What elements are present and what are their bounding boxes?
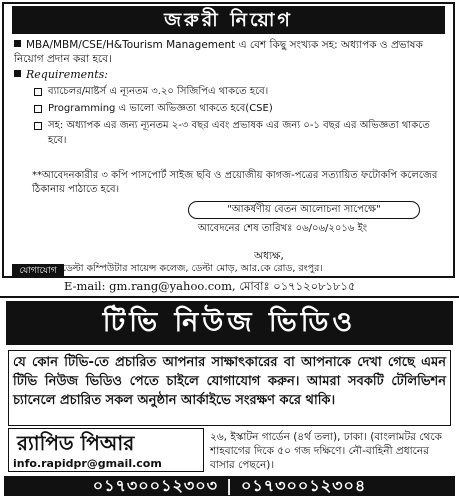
principal-signature: অধ্যক্ষ, xyxy=(254,250,284,262)
checkbox-square-icon xyxy=(34,105,42,113)
salary-note: "আকর্ষণীয় বেতন আলোচনা সাপেক্ষে" xyxy=(188,201,420,219)
application-deadline: আবেদনের শেষ তারিখঃ ০৬/০৬/২০১৬ ইং xyxy=(198,223,368,234)
separator: | xyxy=(226,476,233,495)
phone-numbers-bar xyxy=(4,476,455,496)
requirement-text: Programming এ ভালো অভিজ্ঞতা থাকতে হবে(CSE) xyxy=(48,103,273,114)
bullet-square-icon xyxy=(14,70,21,77)
contact-label: যোগাযোগ xyxy=(12,264,64,278)
requirements-label: Requirements: xyxy=(26,68,109,81)
requirement-item xyxy=(34,84,444,99)
requirement-text: সহ: অধ্যাপক এর জন্য ন্যূনতম ২-৩ বছর এবং প্রভাষক এর জন্য ০-১ বছর এর অভিজ্ঞতা থাকতে হবে। xyxy=(48,120,430,146)
tv-news-ad-body: যে কোন টিভি-তে প্রচারিত আপনার সাক্ষাৎকারের বা আপনাকে দেখা গেছে এমন টিভি নিউজ ভিডিও পেতে চাইলে যোগাযোগ করুন। আমরা সবকটি টেলিভিশন চ্যানেলে প্রচারিত সকল অনুষ্ঠান আর্কাইভে সংরক্ষণ করে থাকি। xyxy=(8,350,451,426)
brand-email: info.rapidpr@gmail.com xyxy=(13,457,162,470)
requirements-heading xyxy=(14,68,108,81)
job-ad-title: জরুরী নিয়োগ xyxy=(12,6,445,34)
job-ad-intro xyxy=(14,38,444,66)
brand-name: র‍্যাপিড পিআর xyxy=(17,431,135,455)
college-address: ডেল্টা কম্পিউটার সায়েন্স কলেজ, ডেল্টা মোড়, আর.কে রোড, রংপুর। xyxy=(62,263,323,274)
apply-instructions: **আবেদনকারীর ৩ কপি পাসপোর্ট সাইজ ছবি ও প্রয়োজীয় কাগজ-পত্রের সত্যায়িত ফটোকপি কলেজের ঠিকানায় পাঠাতে হবে। xyxy=(32,170,438,195)
contact-email-phone: E-mail: gm.rang@yahoo.com, মোবাঃ ০১৭১২০৮১৮১৫ xyxy=(64,279,356,293)
ad-divider xyxy=(0,296,459,298)
requirement-item xyxy=(34,101,444,116)
checkbox-square-icon xyxy=(34,122,42,130)
brand-box xyxy=(8,428,204,472)
intro-text: MBA/MBM/CSE/H&Tourism Management এ বেশ কিছু সংখ্যক সহ: অধ্যাপক ও প্রভাষক নিয়োগ প্রদান করা হবে। xyxy=(14,39,423,65)
requirements-list xyxy=(34,84,444,150)
phone-number: ০১৭৩০০১২৩০৪ xyxy=(240,476,367,495)
checkbox-square-icon xyxy=(34,88,42,96)
job-ad xyxy=(2,2,455,278)
requirement-item xyxy=(34,118,444,148)
phone-number: ০১৭৩০০১২৩০৩ xyxy=(92,476,219,495)
requirement-text: ব্যাচেলর/মাষ্টর্স এ ন্যূনতম ৩.২০ সিজিপিএ থাকতে হবে। xyxy=(48,86,269,97)
bullet-square-icon xyxy=(14,40,21,47)
office-address: ২৬, ইস্কাটন গার্ডেন (৪র্থ তলা), ঢাকা। (বাংলামটর থেকে শাহবাগের দিকে ৫০ গজ দক্ষিণে। নৌ-বাহিনী প্রধানের বাসার পেছনে)। xyxy=(210,431,442,471)
tv-news-ad-title: টিভি নিউজ ভিডিও xyxy=(6,301,453,345)
